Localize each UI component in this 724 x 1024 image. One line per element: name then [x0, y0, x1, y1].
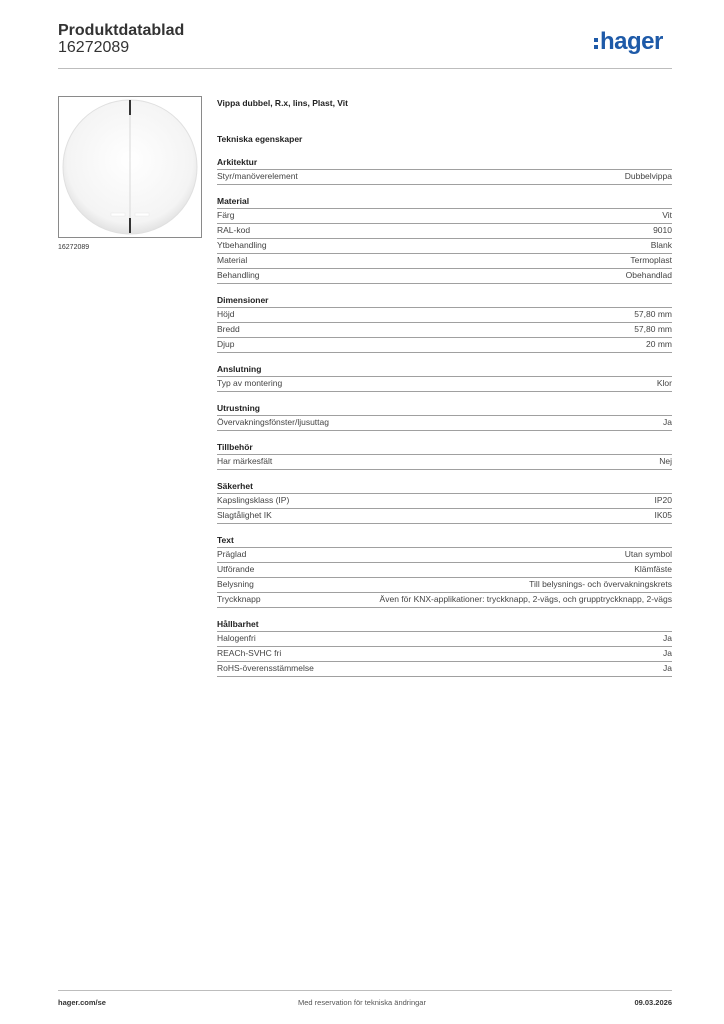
image-caption: 16272089	[58, 244, 90, 251]
spec-row	[217, 238, 672, 253]
spec-row	[217, 268, 672, 284]
spec-rows	[217, 415, 672, 431]
spec-section	[217, 156, 672, 185]
spec-value: 57,80 mm	[634, 309, 672, 319]
spec-label: Slagtålighet IK	[217, 510, 272, 520]
spec-row	[217, 208, 672, 223]
spec-label: Djup	[217, 339, 235, 349]
spec-label: Höjd	[217, 309, 235, 319]
section-heading: Material	[217, 196, 250, 206]
spec-row	[217, 169, 672, 185]
spec-value: 9010	[653, 225, 672, 235]
section-heading: Dimensioner	[217, 295, 269, 305]
spec-section	[217, 195, 672, 284]
section-heading: Anslutning	[217, 364, 262, 374]
spec-value: Även för KNX-applikationer: tryckknapp, 2-vägs, och grupptryckknapp, 2-vägs	[379, 594, 672, 604]
spec-value: 57,80 mm	[634, 324, 672, 334]
spec-label: Material	[217, 255, 248, 265]
footer-divider	[58, 990, 672, 991]
spec-rows	[217, 493, 672, 524]
spec-value: Utan symbol	[624, 549, 672, 559]
section-heading: Arkitektur	[217, 157, 258, 167]
section-heading: Text	[217, 535, 234, 545]
spec-rows	[217, 454, 672, 470]
spec-label: RAL-kod	[217, 225, 251, 235]
left-indicator	[111, 213, 125, 216]
spec-row	[217, 631, 672, 646]
spec-section	[217, 618, 672, 677]
spec-label: Typ av montering	[217, 378, 283, 388]
spec-section	[217, 294, 672, 353]
section-heading: Hållbarhet	[217, 619, 259, 629]
spec-value: Till belysnings- och övervakningskrets	[529, 579, 672, 589]
spec-label: RoHS-överensstämmelse	[217, 663, 314, 673]
spec-label: Styr/manöverelement	[217, 171, 298, 181]
footer-website[interactable]: hager.com/se	[58, 998, 106, 1007]
spec-sections	[217, 156, 672, 677]
top-notch	[129, 100, 131, 115]
footer-date: 09.03.2026	[634, 998, 672, 1007]
spec-row	[217, 307, 672, 322]
product-title: Vippa dubbel, R.x, lins, Plast, Vit	[217, 98, 348, 108]
spec-label: Bredd	[217, 324, 240, 334]
spec-value: IK05	[654, 510, 672, 520]
tech-heading: Tekniska egenskaper	[217, 134, 303, 144]
spec-row	[217, 253, 672, 268]
spec-value: Ja	[663, 648, 672, 658]
bottom-notch	[129, 218, 131, 233]
right-indicator	[135, 213, 149, 216]
spec-section	[217, 402, 672, 431]
header-divider	[58, 68, 672, 69]
spec-value: 20 mm	[646, 339, 672, 349]
spec-label: Övervakningsfönster/ljusuttag	[217, 417, 329, 427]
section-heading: Tillbehör	[217, 442, 253, 452]
spec-row	[217, 376, 672, 392]
spec-row	[217, 337, 672, 353]
spec-row	[217, 547, 672, 562]
spec-rows	[217, 307, 672, 353]
logo-text: hager	[600, 28, 663, 55]
footer-note: Med reservation för tekniska ändringar	[298, 998, 426, 1007]
section-heading: Säkerhet	[217, 481, 253, 491]
spec-value: Vit	[662, 210, 672, 220]
spec-value: Ja	[663, 417, 672, 427]
hager-logo	[594, 28, 663, 56]
spec-section	[217, 534, 672, 608]
section-heading: Utrustning	[217, 403, 260, 413]
spec-row	[217, 493, 672, 508]
spec-label: Färg	[217, 210, 235, 220]
spec-row	[217, 592, 672, 608]
spec-value: Obehandlad	[625, 270, 672, 280]
spec-row	[217, 322, 672, 337]
spec-row	[217, 646, 672, 661]
spec-rows	[217, 208, 672, 284]
spec-rows	[217, 631, 672, 677]
logo-dots-icon	[594, 38, 598, 49]
page-title: Produktdatablad	[58, 22, 185, 39]
spec-value: Klämfäste	[634, 564, 672, 574]
spec-value: IP20	[654, 495, 672, 505]
spec-label: Tryckknapp	[217, 594, 261, 604]
spec-section	[217, 480, 672, 524]
spec-row	[217, 661, 672, 677]
spec-section	[217, 441, 672, 470]
spec-value: Nej	[659, 456, 672, 466]
spec-value: Dubbelvippa	[624, 171, 672, 181]
spec-label: REACh-SVHC fri	[217, 648, 282, 658]
spec-label: Kapslingsklass (IP)	[217, 495, 290, 505]
product-number: 16272089	[58, 39, 130, 56]
spec-value: Ja	[663, 663, 672, 673]
spec-label: Belysning	[217, 579, 254, 589]
spec-value: Klor	[656, 378, 672, 388]
spec-value: Blank	[650, 240, 672, 250]
product-image-frame	[58, 96, 202, 238]
spec-label: Utförande	[217, 564, 255, 574]
spec-value: Termoplast	[630, 255, 672, 265]
spec-label: Har märkesfält	[217, 456, 273, 466]
spec-label: Ytbehandling	[217, 240, 267, 250]
spec-row	[217, 562, 672, 577]
spec-value: Ja	[663, 633, 672, 643]
spec-rows	[217, 169, 672, 185]
spec-section	[217, 363, 672, 392]
spec-label: Behandling	[217, 270, 260, 280]
spec-row	[217, 508, 672, 524]
spec-row	[217, 223, 672, 238]
spec-content	[217, 98, 672, 677]
spec-row	[217, 577, 672, 592]
spec-label: Halogenfri	[217, 633, 256, 643]
spec-rows	[217, 376, 672, 392]
spec-row	[217, 415, 672, 431]
spec-rows	[217, 547, 672, 608]
spec-label: Präglad	[217, 549, 247, 559]
spec-row	[217, 454, 672, 470]
rocker-switch-image	[59, 97, 201, 237]
